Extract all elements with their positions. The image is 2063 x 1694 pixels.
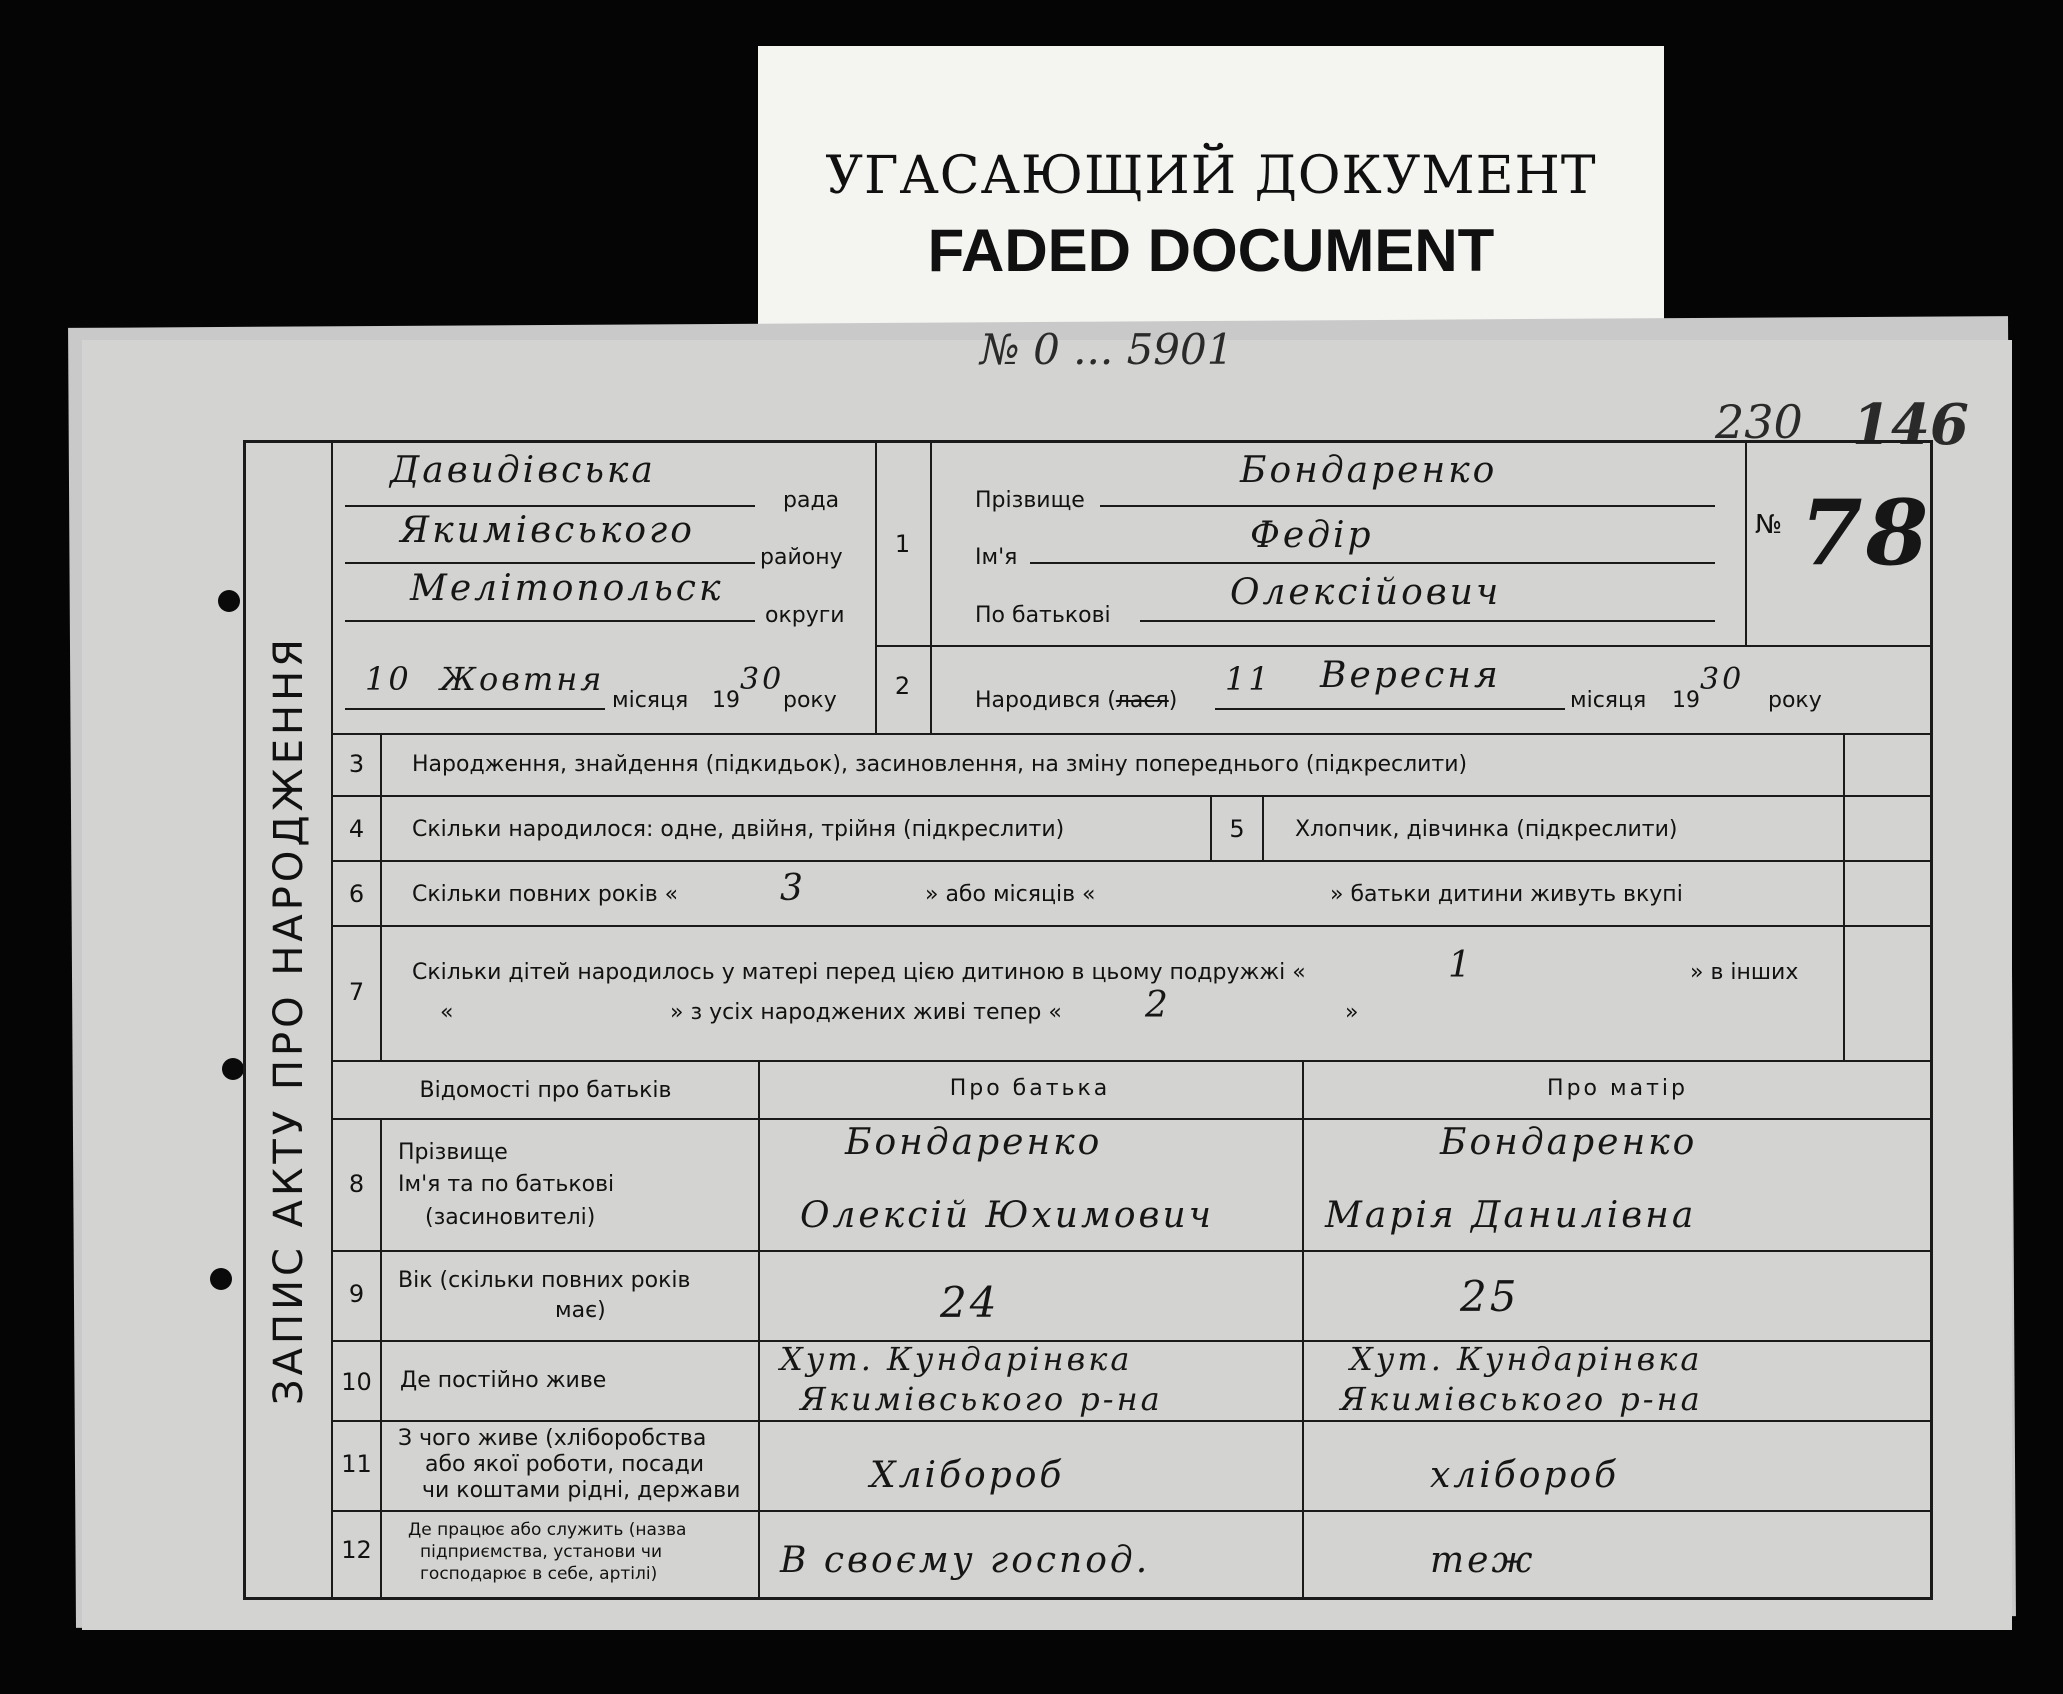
grid-line [333,1420,1933,1422]
born-struck-text: лася [1115,688,1169,713]
registration-year: 30 [740,662,785,697]
raion-value: Якимівського [400,510,695,551]
mother-residence-2: Якимівського р-на [1340,1380,1703,1418]
registration-day: 10 [365,660,412,698]
okruh-label: округи [765,603,845,628]
form-side-title: ЗАПИС АКТУ ПРО НАРОДЖЕННЯ [265,635,312,1405]
row-number: 10 [341,1368,372,1396]
grid-line [333,795,1933,797]
record-number-label: № [1755,510,1783,540]
record-number: 78 [1800,480,1932,586]
row7-text-a: Скільки дітей народилось у матері перед цією дитиною в цьому подружжі « [412,960,1306,985]
birth-month: Вересня [1320,655,1501,696]
row-number: 12 [341,1536,372,1564]
mother-surname: Бондаренко [1440,1122,1698,1163]
patronymic-label: По батькові [975,603,1111,628]
grid-line [333,1060,1933,1062]
name-label: Ім'я [975,545,1018,570]
row-number: 11 [341,1450,372,1478]
mother-name: Марія Данилівна [1325,1195,1697,1236]
corner-number-b: 146 [1852,392,1969,458]
fill-line [1030,562,1715,564]
grid-line [875,440,877,733]
child-name: Федір [1250,515,1374,556]
grid-line [1262,795,1264,860]
grid-line [333,1510,1933,1512]
father-occupation: Хлібороб [870,1455,1065,1496]
row6-text-a: Скільки повних років « [412,882,679,907]
row9-label-age: Вік (скільки повних років [398,1268,691,1293]
registration-month: Жовтня [440,660,605,698]
row9-label-has: має) [555,1298,606,1323]
row-number: 3 [348,750,365,778]
row7-text-c: « [440,1000,454,1025]
roku-label: року [1768,688,1822,713]
children-this-marriage: 1 [1448,945,1474,986]
row8-label-surname: Прізвище [398,1140,508,1165]
grid-line [930,440,932,733]
fill-line [1215,708,1565,710]
grid-line [333,860,1933,862]
father-name: Олексій Юхимович [800,1195,1215,1236]
row-number: 1 [894,530,911,558]
year-prefix: 19 [712,688,740,713]
row6-text-b: » або місяців « [925,882,1096,907]
father-surname: Бондаренко [845,1122,1103,1163]
row8-label-name: Ім'я та по батькові [398,1172,615,1197]
archive-label-sheet [758,46,1664,328]
fill-line [1140,620,1715,622]
row-number: 2 [894,672,911,700]
grid-line [333,733,1933,735]
grid-line [380,1118,382,1600]
surname-label: Прізвище [975,488,1085,513]
label-line-en: FADED DOCUMENT [927,217,1495,284]
fill-line [1100,505,1715,507]
row-number: 4 [348,815,365,843]
okruh-value: Мелітопольск [410,568,724,609]
grid-line [380,733,382,1060]
born-label-text: Народився ( [975,688,1116,713]
punch-hole [218,590,240,612]
raion-label: району [760,545,843,570]
row11-label-2: або якої роботи, посади [425,1452,705,1477]
row4-text: Скільки народилося: одне, двійня, трійня (підкреслити) [412,817,1065,842]
row7-text-b: » в інших [1690,960,1799,985]
grid-line [333,1118,1933,1120]
row7-text-e: » [1345,1000,1359,1025]
row5-text: Хлопчик, дівчинка (підкреслити) [1295,817,1678,842]
row3-text: Народження, знайдення (підкидьок), засиновлення, на зміну попереднього (підкреслити) [412,752,1468,777]
fill-line [345,620,755,622]
grid-line [1302,1060,1304,1600]
born-label-close: ) [1168,688,1178,713]
mother-residence-1: Хут. Кундарінвка [1350,1340,1703,1378]
children-alive: 2 [1145,985,1171,1026]
fill-line [345,562,755,564]
row12-label-2: підприємства, установи чи [420,1542,663,1562]
row-number: 7 [348,978,365,1006]
punch-hole [210,1268,232,1290]
row10-label: Де постійно живе [400,1368,607,1393]
row-number: 5 [1229,815,1245,843]
mother-column-header: Про матір [1547,1076,1688,1101]
birth-day: 11 [1225,660,1272,698]
label-line-ru: УГАСАЮЩИЙ ДОКУМЕНТ [825,146,1597,206]
grid-line [333,925,1933,927]
father-age: 24 [940,1278,1000,1327]
row8-label-adoptive: (засиновителі) [425,1205,596,1230]
grid-line [758,1060,760,1600]
mother-workplace: теж [1430,1540,1536,1581]
father-residence-1: Хут. Кундарінвка [780,1340,1133,1378]
row-number: 9 [348,1280,365,1308]
punch-hole [222,1058,244,1080]
form-sidebar [243,440,333,1600]
roku-label: року [783,688,837,713]
fill-line [345,505,755,507]
misiatsia-label: місяця [612,688,689,713]
father-workplace: В своєму господ. [780,1540,1151,1581]
father-column-header: Про батька [949,1076,1111,1101]
birth-year: 30 [1700,662,1745,697]
fill-line [345,708,605,710]
corner-number-a: 230 [1715,395,1803,449]
row12-label-3: господарює в себе, артілі) [420,1564,658,1584]
parents-info-header: Відомості про батьків [419,1078,672,1103]
mother-occupation: хлібороб [1430,1455,1620,1496]
misiatsia-label: місяця [1570,688,1647,713]
row6-text-c: » батьки дитини живуть вкупі [1330,882,1683,907]
rada-label: рада [783,488,840,513]
years-together: 3 [780,868,806,909]
grid-line [875,645,1933,647]
mother-age: 25 [1460,1272,1520,1321]
father-residence-2: Якимівського р-на [800,1380,1163,1418]
year-prefix: 19 [1672,688,1700,713]
born-label [975,688,1177,713]
row7-text-d: » з усіх народжених живі тепер « [670,1000,1062,1025]
rada-value: Давидівська [390,450,656,491]
row11-label-1: З чого живе (хліборобства [398,1426,707,1451]
grid-line [333,1250,1933,1252]
grid-line [1843,733,1845,1060]
child-surname: Бондаренко [1240,450,1498,491]
top-scribble: № 0 ... 5901 [980,325,1234,374]
child-patronymic: Олексійович [1230,572,1502,613]
grid-line [1745,440,1747,645]
row11-label-3: чи коштами рідні, держави [422,1478,741,1503]
row-number: 6 [348,880,365,908]
row12-label-1: Де працює або служить (назва [408,1520,687,1540]
row-number: 8 [348,1170,365,1198]
